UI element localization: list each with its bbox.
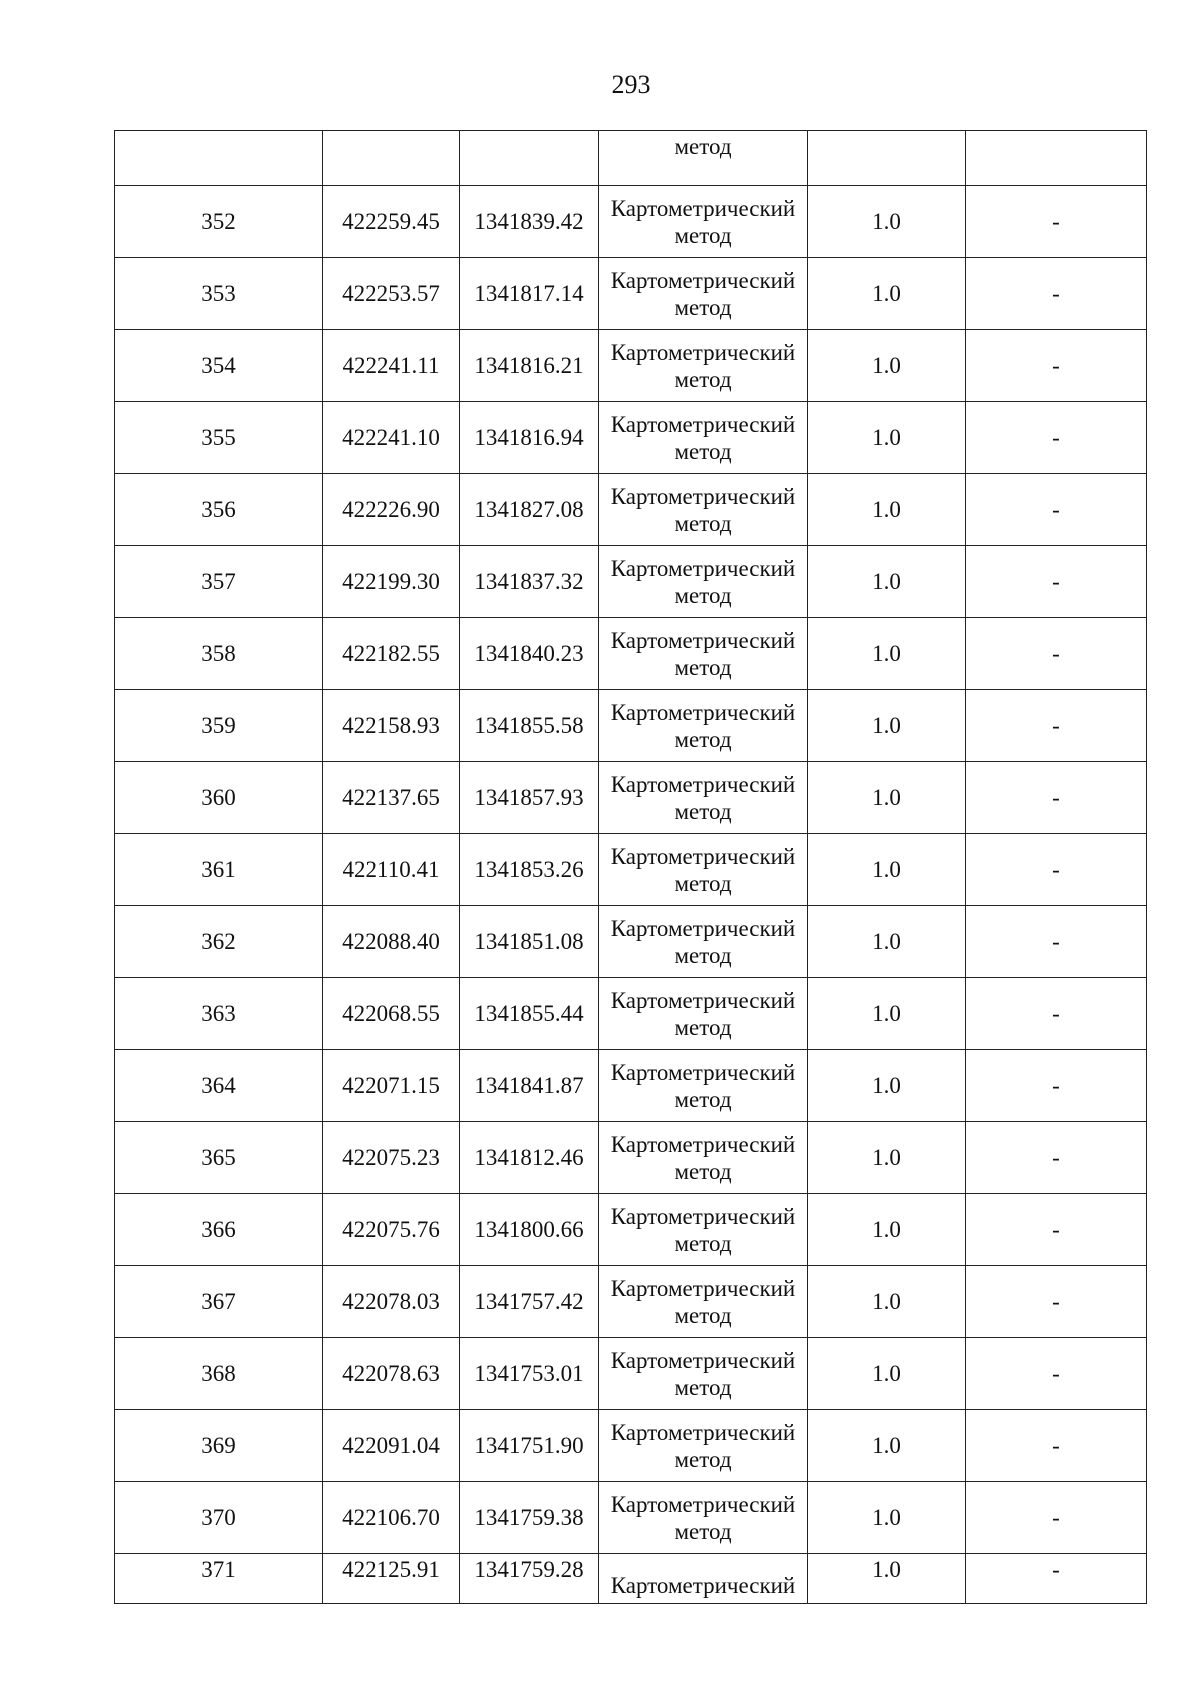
method-line-2: метод <box>674 366 732 392</box>
method-cell <box>599 618 808 690</box>
y-coordinate-cell: 1341840.23 <box>460 618 599 690</box>
table-row <box>115 402 1147 474</box>
point-number-cell: 371 <box>115 1554 323 1604</box>
accuracy-cell: 1.0 <box>808 1482 966 1554</box>
coordinates-table <box>114 130 1147 1604</box>
method-line-2: метод <box>674 510 732 536</box>
method-line-1: Картометрический <box>610 843 796 869</box>
table-row <box>115 1554 1147 1604</box>
accuracy-cell: 1.0 <box>808 834 966 906</box>
y-coordinate-cell: 1341837.32 <box>460 546 599 618</box>
x-coordinate-cell: 422078.63 <box>323 1338 460 1410</box>
point-number-cell <box>115 131 323 186</box>
x-coordinate-cell: 422091.04 <box>323 1410 460 1482</box>
method-cell <box>599 1122 808 1194</box>
method-cell <box>599 1410 808 1482</box>
accuracy-cell: 1.0 <box>808 906 966 978</box>
x-coordinate-cell: 422241.10 <box>323 402 460 474</box>
note-cell: - <box>966 1482 1147 1554</box>
x-coordinate-cell <box>323 131 460 186</box>
method-line-1: Картометрический <box>610 267 796 293</box>
method-line-1: Картометрический <box>610 1347 796 1373</box>
table-row <box>115 906 1147 978</box>
note-cell: - <box>966 618 1147 690</box>
y-coordinate-cell: 1341841.87 <box>460 1050 599 1122</box>
table-row <box>115 1194 1147 1266</box>
table-row <box>115 1410 1147 1482</box>
accuracy-cell: 1.0 <box>808 474 966 546</box>
method-line-2: метод <box>674 1518 732 1544</box>
method-cell <box>599 690 808 762</box>
note-cell: - <box>966 1410 1147 1482</box>
note-cell: - <box>966 690 1147 762</box>
note-cell: - <box>966 258 1147 330</box>
method-line-2: метод <box>674 870 732 896</box>
x-coordinate-cell: 422226.90 <box>323 474 460 546</box>
y-coordinate-cell: 1341853.26 <box>460 834 599 906</box>
method-cell <box>599 978 808 1050</box>
method-line-1: Картометрический <box>610 699 796 725</box>
method-line-2: метод <box>674 1230 732 1256</box>
table-row <box>115 546 1147 618</box>
point-number-cell: 359 <box>115 690 323 762</box>
method-line-1: Картометрический <box>610 411 796 437</box>
table-row <box>115 330 1147 402</box>
y-coordinate-cell: 1341817.14 <box>460 258 599 330</box>
note-cell: - <box>966 834 1147 906</box>
point-number-cell: 369 <box>115 1410 323 1482</box>
x-coordinate-cell: 422106.70 <box>323 1482 460 1554</box>
method-line-2: метод <box>674 1014 732 1040</box>
table-row <box>115 1338 1147 1410</box>
method-line-1: Картометрический <box>610 1203 796 1229</box>
accuracy-cell: 1.0 <box>808 1194 966 1266</box>
continuation-row <box>115 131 1147 186</box>
accuracy-cell: 1.0 <box>808 762 966 834</box>
note-cell: - <box>966 1266 1147 1338</box>
point-number-cell: 370 <box>115 1482 323 1554</box>
method-line-2: метод <box>674 294 732 320</box>
y-coordinate-cell: 1341753.01 <box>460 1338 599 1410</box>
method-line-1: Картометрический <box>610 1275 796 1301</box>
accuracy-cell: 1.0 <box>808 978 966 1050</box>
y-coordinate-cell: 1341812.46 <box>460 1122 599 1194</box>
table-row <box>115 186 1147 258</box>
method-line-2: метод <box>674 1158 732 1184</box>
table-row <box>115 1482 1147 1554</box>
method-line-1: Картометрический <box>610 1131 796 1157</box>
accuracy-cell: 1.0 <box>808 1266 966 1338</box>
note-cell: - <box>966 1050 1147 1122</box>
point-number-cell: 361 <box>115 834 323 906</box>
y-coordinate-cell: 1341759.28 <box>460 1554 599 1604</box>
method-line-2: метод <box>674 1374 732 1400</box>
accuracy-cell: 1.0 <box>808 1554 966 1604</box>
table-row <box>115 834 1147 906</box>
accuracy-cell: 1.0 <box>808 1050 966 1122</box>
method-line-1: Картометрический <box>610 339 796 365</box>
y-coordinate-cell: 1341851.08 <box>460 906 599 978</box>
point-number-cell: 364 <box>115 1050 323 1122</box>
note-cell: - <box>966 546 1147 618</box>
method-cell <box>599 186 808 258</box>
x-coordinate-cell: 422158.93 <box>323 690 460 762</box>
point-number-cell: 367 <box>115 1266 323 1338</box>
accuracy-cell: 1.0 <box>808 1410 966 1482</box>
accuracy-cell: 1.0 <box>808 186 966 258</box>
y-coordinate-cell <box>460 131 599 186</box>
method-cell <box>599 402 808 474</box>
accuracy-cell: 1.0 <box>808 690 966 762</box>
note-cell: - <box>966 1122 1147 1194</box>
y-coordinate-cell: 1341839.42 <box>460 186 599 258</box>
point-number-cell: 354 <box>115 330 323 402</box>
method-line-2: метод <box>674 582 732 608</box>
point-number-cell: 358 <box>115 618 323 690</box>
note-cell: - <box>966 1194 1147 1266</box>
y-coordinate-cell: 1341759.38 <box>460 1482 599 1554</box>
method-cell <box>599 762 808 834</box>
table-row <box>115 978 1147 1050</box>
method-cell <box>599 1482 808 1554</box>
y-coordinate-cell: 1341816.21 <box>460 330 599 402</box>
note-cell <box>966 131 1147 186</box>
x-coordinate-cell: 422110.41 <box>323 834 460 906</box>
accuracy-cell: 1.0 <box>808 546 966 618</box>
x-coordinate-cell: 422075.76 <box>323 1194 460 1266</box>
accuracy-cell: 1.0 <box>808 1122 966 1194</box>
accuracy-cell: 1.0 <box>808 258 966 330</box>
table-row <box>115 1266 1147 1338</box>
table-row <box>115 690 1147 762</box>
method-cell <box>599 1266 808 1338</box>
x-coordinate-cell: 422199.30 <box>323 546 460 618</box>
table-row <box>115 762 1147 834</box>
point-number-cell: 360 <box>115 762 323 834</box>
y-coordinate-cell: 1341855.44 <box>460 978 599 1050</box>
method-cell <box>599 546 808 618</box>
accuracy-cell: 1.0 <box>808 1338 966 1410</box>
x-coordinate-cell: 422137.65 <box>323 762 460 834</box>
method-cell <box>599 258 808 330</box>
table-row <box>115 618 1147 690</box>
table-row <box>115 1050 1147 1122</box>
point-number-cell: 352 <box>115 186 323 258</box>
method-line-2: метод <box>674 1302 732 1328</box>
point-number-cell: 363 <box>115 978 323 1050</box>
point-number-cell: 357 <box>115 546 323 618</box>
note-cell: - <box>966 402 1147 474</box>
method-cell: метод <box>599 131 808 186</box>
x-coordinate-cell: 422253.57 <box>323 258 460 330</box>
method-cell <box>599 1050 808 1122</box>
table-row <box>115 1122 1147 1194</box>
method-cell <box>599 906 808 978</box>
accuracy-cell: 1.0 <box>808 330 966 402</box>
point-number-cell: 366 <box>115 1194 323 1266</box>
accuracy-cell: 1.0 <box>808 402 966 474</box>
method-line-1: Картометрический <box>610 1059 796 1085</box>
method-line-1: Картометрический <box>610 555 796 581</box>
method-line-1: Картометрический <box>610 195 796 221</box>
method-line-1: Картометрический <box>610 915 796 941</box>
method-line-1: Картометрический <box>610 1491 796 1517</box>
x-coordinate-cell: 422125.91 <box>323 1554 460 1604</box>
note-cell: - <box>966 978 1147 1050</box>
note-cell: - <box>966 1554 1147 1604</box>
method-line-2: метод <box>674 942 732 968</box>
note-cell: - <box>966 330 1147 402</box>
point-number-cell: 368 <box>115 1338 323 1410</box>
method-line-2: метод <box>674 222 732 248</box>
y-coordinate-cell: 1341827.08 <box>460 474 599 546</box>
point-number-cell: 362 <box>115 906 323 978</box>
point-number-cell: 353 <box>115 258 323 330</box>
method-cell <box>599 1338 808 1410</box>
page-number: 293 <box>611 70 651 99</box>
y-coordinate-cell: 1341855.58 <box>460 690 599 762</box>
note-cell: - <box>966 906 1147 978</box>
method-line-2: метод <box>674 1086 732 1112</box>
method-cell <box>599 474 808 546</box>
note-cell: - <box>966 762 1147 834</box>
table-row <box>115 258 1147 330</box>
y-coordinate-cell: 1341857.93 <box>460 762 599 834</box>
x-coordinate-cell: 422088.40 <box>323 906 460 978</box>
method-line-2: метод <box>674 798 732 824</box>
accuracy-cell: 1.0 <box>808 618 966 690</box>
x-coordinate-cell: 422071.15 <box>323 1050 460 1122</box>
point-number-cell: 356 <box>115 474 323 546</box>
method-cell <box>599 834 808 906</box>
method-line-1: Картометрический <box>610 771 796 797</box>
y-coordinate-cell: 1341751.90 <box>460 1410 599 1482</box>
method-line-1: Картометрический <box>610 1419 796 1445</box>
method-line-2: метод <box>674 1446 732 1472</box>
y-coordinate-cell: 1341757.42 <box>460 1266 599 1338</box>
note-cell: - <box>966 474 1147 546</box>
method-line-2: метод <box>674 654 732 680</box>
note-cell: - <box>966 186 1147 258</box>
accuracy-cell <box>808 131 966 186</box>
method-line-1: Картометрический <box>610 483 796 509</box>
x-coordinate-cell: 422068.55 <box>323 978 460 1050</box>
point-number-cell: 355 <box>115 402 323 474</box>
x-coordinate-cell: 422241.11 <box>323 330 460 402</box>
method-line-1: Картометрический <box>610 627 796 653</box>
table-row <box>115 474 1147 546</box>
x-coordinate-cell: 422075.23 <box>323 1122 460 1194</box>
note-cell: - <box>966 1338 1147 1410</box>
x-coordinate-cell: 422259.45 <box>323 186 460 258</box>
method-cell <box>599 330 808 402</box>
method-line-2: метод <box>674 726 732 752</box>
x-coordinate-cell: 422182.55 <box>323 618 460 690</box>
point-number-cell: 365 <box>115 1122 323 1194</box>
method-cell: Картометрический <box>599 1554 808 1604</box>
x-coordinate-cell: 422078.03 <box>323 1266 460 1338</box>
method-line-2: метод <box>674 438 732 464</box>
method-cell <box>599 1194 808 1266</box>
method-line-1: Картометрический <box>610 987 796 1013</box>
y-coordinate-cell: 1341816.94 <box>460 402 599 474</box>
y-coordinate-cell: 1341800.66 <box>460 1194 599 1266</box>
